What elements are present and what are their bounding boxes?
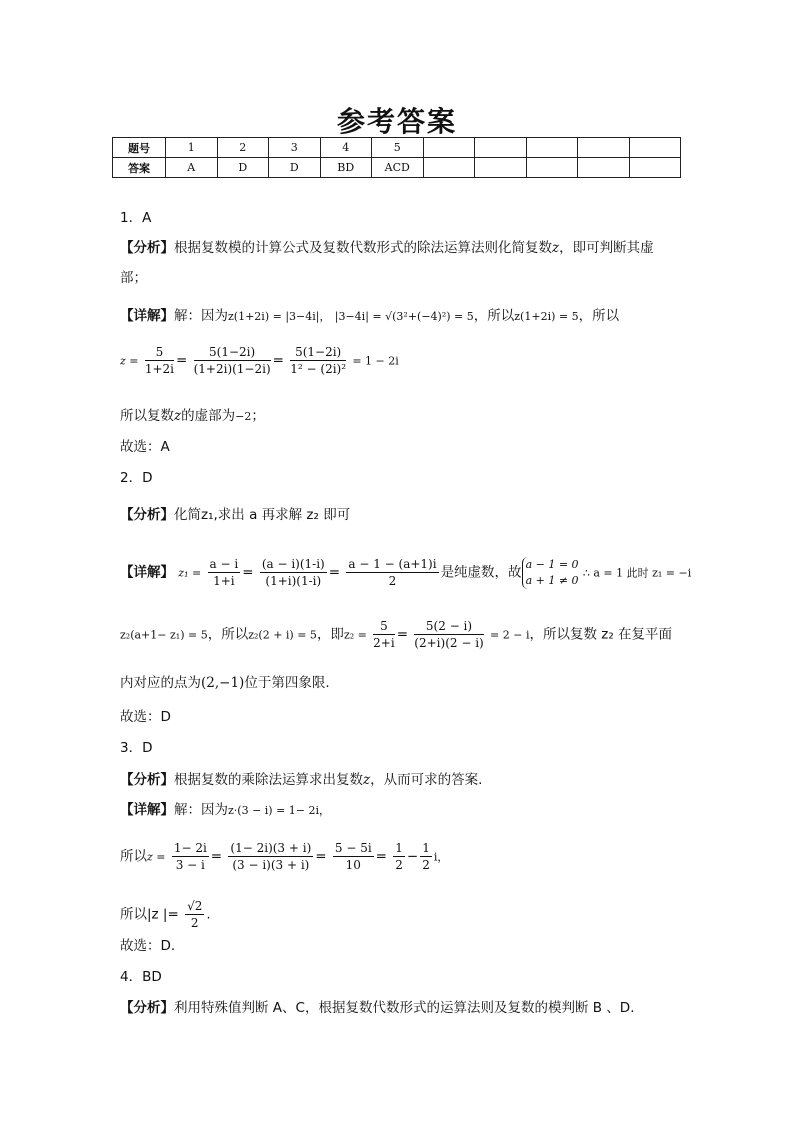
q1-answer: 故选：A [120,439,170,455]
table-cell [526,158,578,178]
equation: z = [147,850,166,864]
denominator: 1² − (2i)² [290,362,347,376]
q1-analysis-cont: 部； [120,270,147,286]
fraction [228,840,313,873]
table-cell [475,158,527,178]
equation: z₂(a+1− z₁) = 5 [120,628,208,642]
fraction [290,344,346,377]
numerator: a − i [209,557,239,571]
analysis-text: 根据复数的乘除法运算求出复数 [174,772,363,788]
denominator: 1+i [213,574,235,588]
detail-text: 位于第四象限. [244,675,330,691]
q2-point-line [120,673,330,693]
denominator: 2 [422,858,430,872]
q3-detail [120,800,330,821]
table-cell [475,138,527,158]
var-z: z [363,772,371,788]
analysis-text: ，即可判断其虚 [559,240,654,256]
denominator: 2 [190,916,199,930]
numerator: 5(1−2i) [194,344,271,361]
fraction [420,840,432,873]
table-cell [629,138,681,158]
denominator: (2+i)(2 − i) [414,636,484,650]
detail-text: 解：因为 [174,308,228,324]
equation: z·(3 − i) = 1− 2i， [228,804,331,817]
equation: |3−4i| = √(3²+(−4)²) = 5 [334,310,474,323]
q1-conclusion [120,406,265,427]
table-cell [423,158,475,178]
var-z: z [552,240,560,256]
q1-heading: 1．A [120,210,152,226]
detail-tag: 【详解】 [120,802,174,818]
numerator: (a − i)(1-i) [261,557,325,571]
conclusion-text: 所以复数 [120,408,174,424]
numerator: 5 − 5i [334,841,372,855]
numerator: 1 [422,841,430,855]
equation: = 2 − i [490,628,530,642]
q3-answer: 故选：D. [120,938,176,954]
equation: z = [120,354,139,368]
denominator: 2 [395,858,403,872]
denominator: (1+i)(1-i) [265,574,322,588]
q4-heading: 4．BD [120,969,162,985]
equation: z(1+2i) = |3−4i|， [228,310,331,323]
equation: z₁ = [178,566,202,580]
q2-z2-line: z₂(a+1− z₁) = 5，所以z₂(2 + i) = 5，即z₂ = $\frac{5}{2+i}$ = $\frac{5(2 - i)}{(2+i)(2 - i)}$ = 2 − i，所以复数 z₂ 在复平面 [120,619,673,650]
detail-text: 所以 [120,848,147,865]
condition: a + 1 ≠ 0 [525,573,579,587]
table-cell [629,158,681,178]
detail-text: 所以|z |= [120,906,179,923]
detail-text: 内对应的点为 [120,675,201,691]
table-cell: 3 [269,138,321,158]
detail-text: . [206,906,211,923]
fraction [185,898,204,931]
q1-fraction-line: z = $\frac{5}{1+2i}$ = $\frac{5(1-2i)}{(1+2i)(1-2i)}$ = $\frac{5(1-2i)}{\text{1² − (2i)²}}$ = 1 − 2i [120,345,399,376]
detail-tag: 【详解】 [120,308,174,324]
equation: i， [433,850,449,864]
fraction [393,840,405,873]
denominator: (3 − i)(3 + i) [232,858,310,872]
table-cell: BD [320,158,372,178]
q2-analysis [120,505,350,525]
equation: (2,−1) [201,675,245,691]
fraction [333,840,374,873]
fraction [260,556,327,589]
table-cell: 5 [372,138,424,158]
numerator: 1− 2i [173,841,207,855]
detail-text: ，所以 [578,308,620,324]
q2-answer: 故选：D [120,709,171,725]
q3-fraction-line: 所以z = $\frac{1- 2i}{3 - i}$ = $\frac{(1- 2i)(3 + i)}{(3 - i)(3 + i)}$ = $\frac{5 - 5i}{10}$ = $\frac{1}{2}$ − $\frac{1}{2}$ i， [120,841,449,872]
fraction [373,618,395,651]
analysis-text: 化简z₁,求出 a 再求解 z₂ 即可 [174,507,351,523]
q4-analysis [120,998,634,1018]
condition: a − 1 = 0 [525,557,579,571]
detail-text: 解：因为 [174,802,228,818]
table-cell: A [166,158,218,178]
detail-text: ，即 [316,626,344,643]
detail-tag: 【详解】 [120,564,174,581]
denominator: 1+2i [144,362,174,376]
analysis-tag: 【分析】 [120,240,174,256]
q3-heading: 3．D [120,740,153,756]
table-cell: 4 [320,138,372,158]
analysis-text: 利用特殊值判断 A、C，根据复数代数形式的运算法则及复数的模判断 B 、D. [174,1000,635,1016]
equation: z₂(2 + i) = 5 [248,628,317,642]
analysis-tag: 【分析】 [120,772,174,788]
numerator: 5(2 − i) [414,618,483,635]
numerator: 1 [395,841,403,855]
fraction [172,840,209,873]
var-z: z [174,408,182,424]
numerator: 5(1−2i) [290,344,346,361]
analysis-tag: 【分析】 [120,507,174,523]
denominator: 3 − i [175,858,205,872]
analysis-text: 根据复数模的计算公式及复数代数形式的除法运算法则化简复数 [174,240,552,256]
fraction [208,556,241,589]
q3-analysis [120,770,482,790]
analysis-text: ，从而可求的答案. [370,772,483,788]
q1-detail [120,306,619,327]
condition-brace [522,557,579,589]
table-cell: ACD [372,158,424,178]
conclusion-text: 的虚部为 [181,408,236,424]
equation: ∴ a = 1 此时 z₁ = −i [582,566,692,580]
table-cell [578,138,630,158]
table-cell: D [217,158,269,178]
page-title: 参考答案 [336,105,457,138]
table-row-numbers [113,138,681,158]
fraction [145,344,174,377]
denominator: (1+2i)(1−2i) [193,362,271,376]
detail-text: ，所以复数 z₂ 在复平面 [529,626,673,643]
fraction [194,344,271,377]
detail-text: 是纯虚数，故 [440,564,522,581]
numerator: √2 [187,899,203,913]
denominator: 2 [388,574,397,588]
q2-detail: 【详解】 z₁ = $\frac{a - i}{1+i}$ = $\frac{(a - i)(1-i)}{(1+i)(1-i)}$ = $\frac{a - 1 - (a+1)i}{2}$ 是纯虚数，故 a − 1 = 0 a + 1 ≠ 0 ∴ a = 1 此时 z₁ = −i [120,557,692,588]
numerator: 5 [145,344,174,361]
detail-text: ，所以 [473,308,515,324]
table-row-answers [113,158,681,178]
answer-table [112,137,681,178]
numerator: (1− 2i)(3 + i) [230,841,312,855]
table-cell: D [269,158,321,178]
denominator: 10 [345,858,361,872]
equation: z₂ = [343,628,367,642]
table-cell: 1 [166,138,218,158]
conclusion-text: ； [251,408,265,424]
numerator: a − 1 − (a+1)i [348,557,437,571]
equation: = 1 − 2i [352,354,399,368]
row-label-answers: 答案 [113,158,166,178]
row-label-numbers: 题号 [113,138,166,158]
analysis-tag: 【分析】 [120,1000,174,1016]
table-cell [578,158,630,178]
table-cell: 2 [217,138,269,158]
equation: −2 [235,410,252,423]
q3-abs-line [120,898,211,931]
numerator: 5 [373,618,395,635]
q2-heading: 2．D [120,470,153,486]
table-cell [423,138,475,158]
q1-analysis [120,238,654,258]
equation: z(1+2i) = 5 [514,310,579,323]
fraction [346,556,438,589]
denominator: 2+i [373,636,395,650]
fraction [414,618,483,651]
table-cell [526,138,578,158]
detail-text: ，所以 [207,626,249,643]
